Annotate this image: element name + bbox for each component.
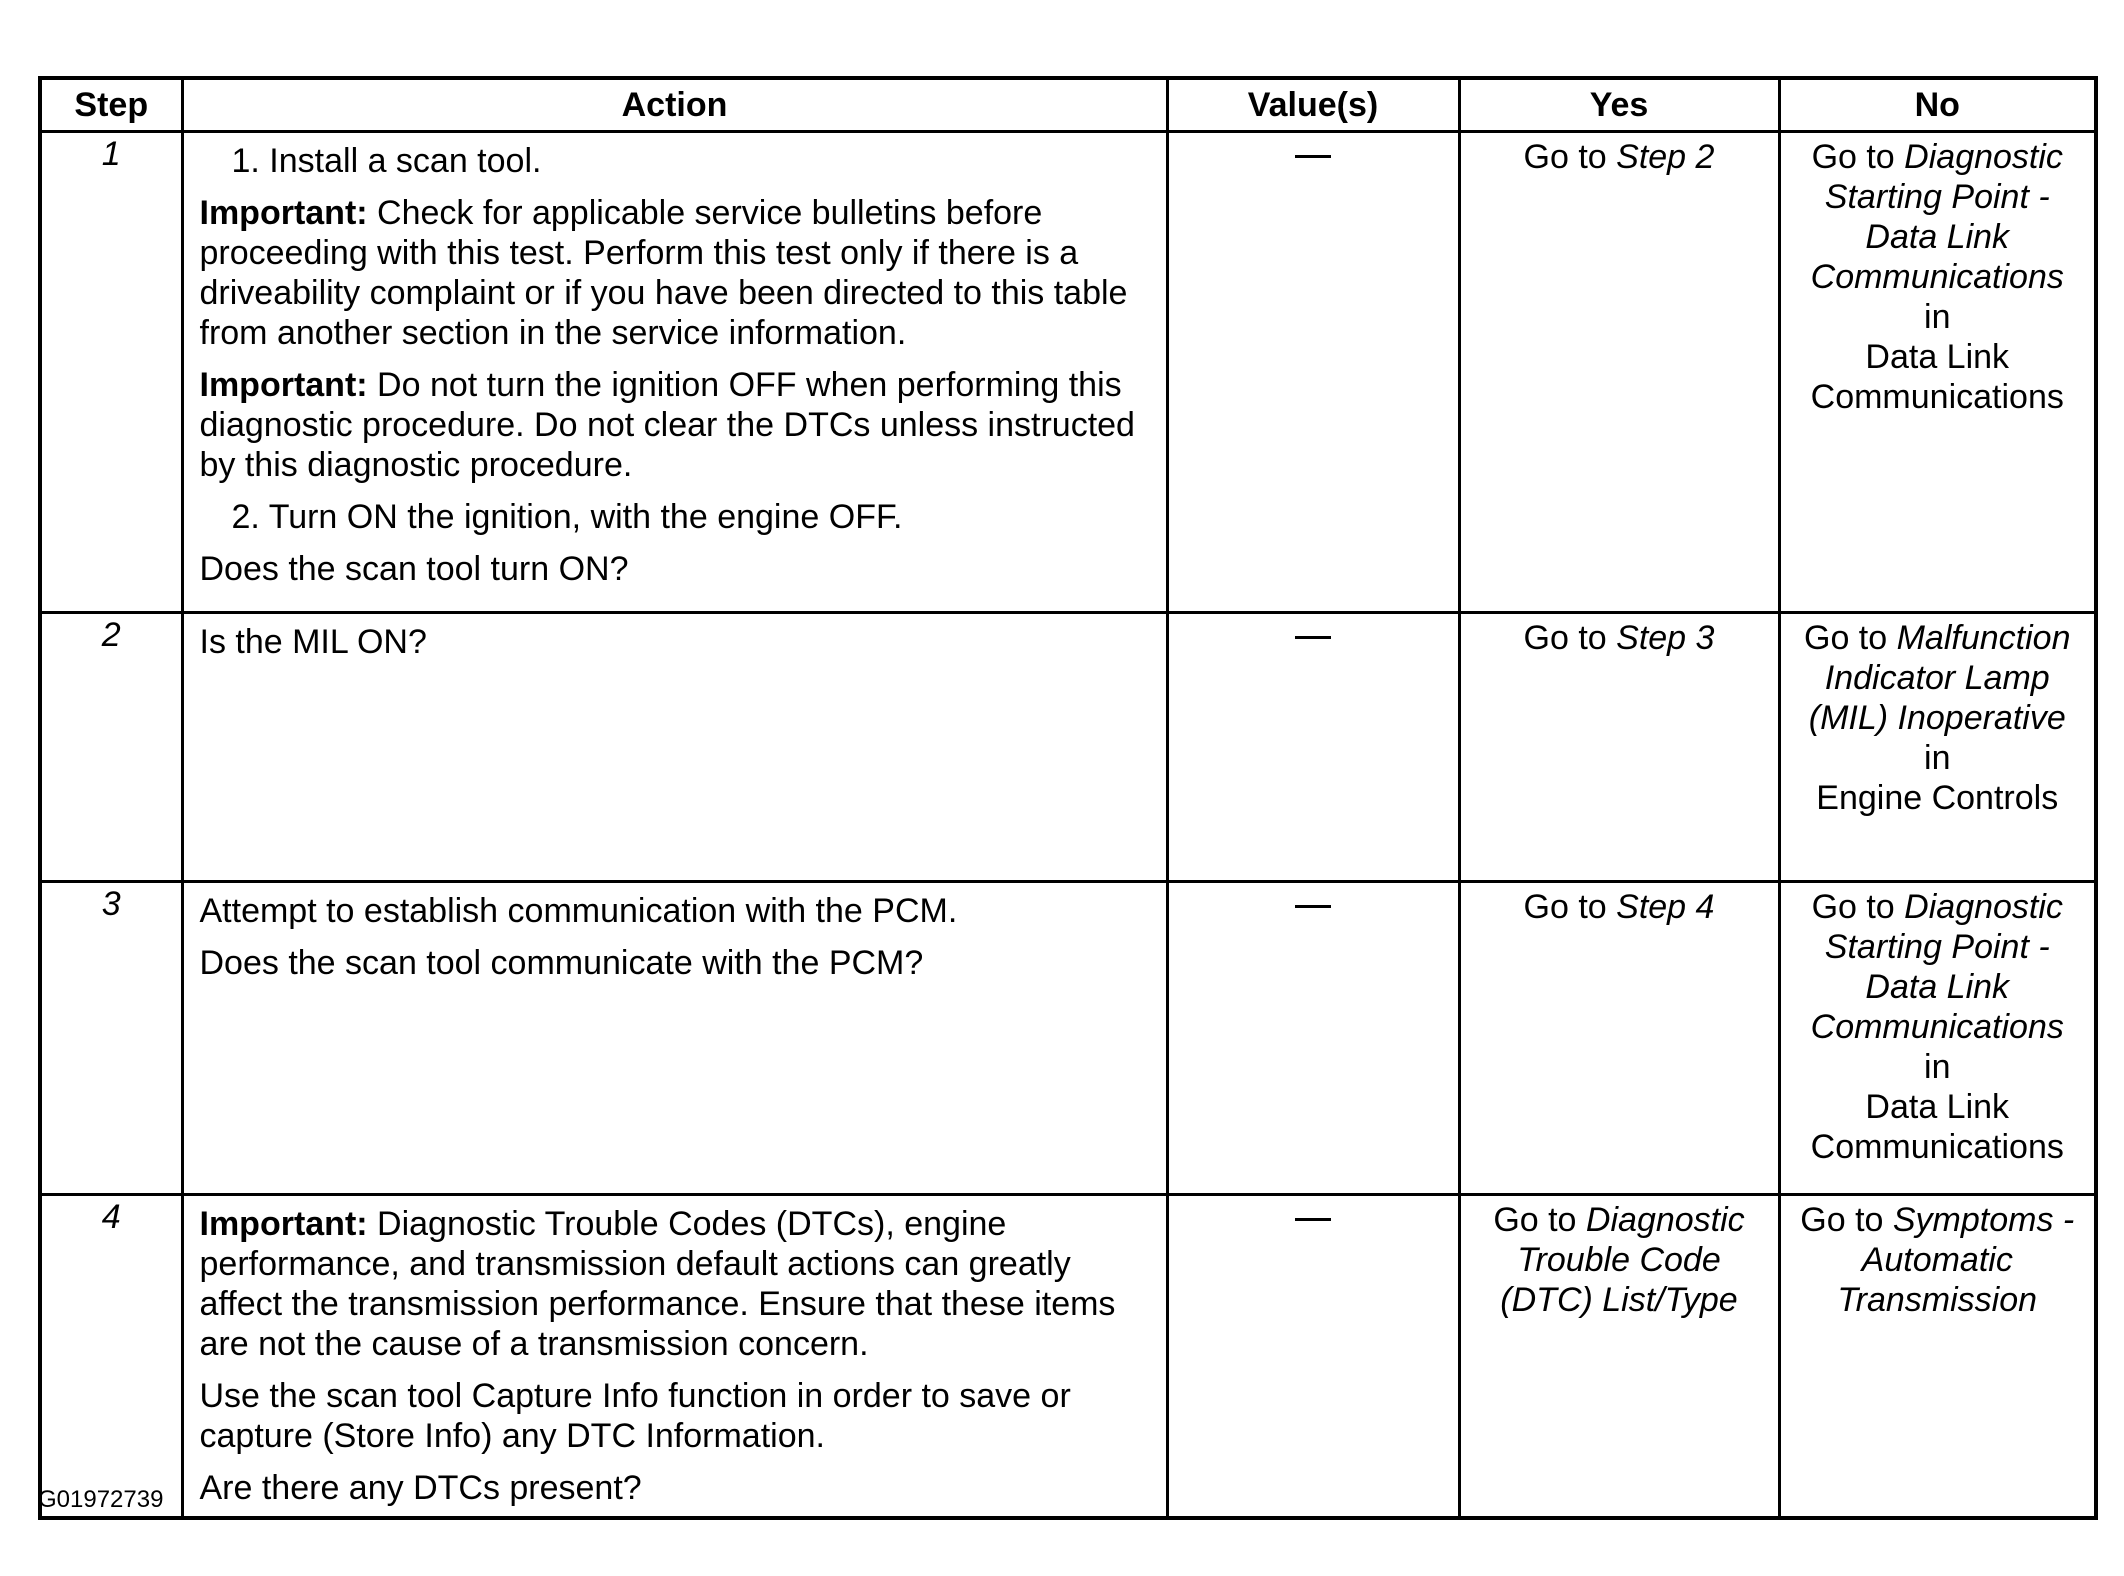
step-number: 1 xyxy=(40,132,182,613)
numbered-instruction: 1. Install a scan tool. xyxy=(231,142,542,180)
no-cell xyxy=(1779,882,2096,1195)
value-cell xyxy=(1167,613,1459,882)
goto-prefix: Go to xyxy=(1493,1201,1586,1239)
important-note xyxy=(200,365,1150,485)
dash-mark xyxy=(1295,636,1331,639)
action-question: Are there any DTCs present? xyxy=(199,1469,642,1507)
numbered-instruction: 2. Turn ON the ignition, with the engine OFF. xyxy=(231,498,903,536)
dash-mark xyxy=(1295,1218,1331,1221)
yes-cell xyxy=(1459,882,1779,1195)
important-label: Important: xyxy=(199,1205,368,1243)
section-name: Data Link Communications xyxy=(1810,338,2064,416)
action-instruction: Attempt to establish communication with the PCM. xyxy=(199,892,958,930)
goto-prefix: Go to xyxy=(1811,138,1905,176)
yes-cell xyxy=(1459,613,1779,882)
important-label: Important: xyxy=(199,194,368,232)
goto-prefix: Go to xyxy=(1804,619,1897,657)
no-cell xyxy=(1779,132,2096,613)
yes-cell xyxy=(1459,132,1779,613)
action-cell xyxy=(182,882,1167,1195)
goto-prefix: Go to xyxy=(1811,888,1905,926)
no-cell xyxy=(1779,1195,2096,1519)
yes-link[interactable]: Step 4 xyxy=(1616,888,1715,926)
in-word: in xyxy=(1924,1048,1951,1086)
action-question: Does the scan tool turn ON? xyxy=(199,550,629,588)
table-row xyxy=(40,882,2096,1195)
no-link[interactable]: Symptoms - Automatic Transmission xyxy=(1837,1201,2075,1319)
dash-mark xyxy=(1295,155,1331,158)
goto-prefix: Go to xyxy=(1523,138,1617,176)
yes-link[interactable]: Step 3 xyxy=(1616,619,1715,657)
table-row xyxy=(40,132,2096,613)
section-name: Data Link Communications xyxy=(1810,1088,2064,1166)
section-name: Engine Controls xyxy=(1816,779,2059,817)
table-row xyxy=(40,1195,2096,1519)
no-link[interactable]: Malfunction Indicator Lamp (MIL) Inoperative xyxy=(1808,619,2071,737)
header-step: Step xyxy=(40,78,182,132)
no-cell xyxy=(1779,613,2096,882)
action-question: Is the MIL ON? xyxy=(199,623,427,661)
dash-mark xyxy=(1295,905,1331,908)
important-label: Important: xyxy=(199,366,368,404)
header-action: Action xyxy=(182,78,1167,132)
important-note xyxy=(200,193,1150,353)
in-word: in xyxy=(1924,298,1951,336)
action-cell xyxy=(182,1195,1167,1519)
yes-link[interactable]: Step 2 xyxy=(1616,138,1715,176)
important-text: Check for applicable service bulletins before proceeding with this test. Perform this test only if there is a driveability complaint or if you have been directed to this table from another section in the service information. xyxy=(199,194,1128,352)
step-number: 4 xyxy=(40,1195,182,1519)
table-row xyxy=(40,613,2096,882)
goto-prefix: Go to xyxy=(1523,619,1617,657)
diagnostic-table-container xyxy=(38,76,2094,1520)
step-number: 3 xyxy=(40,882,182,1195)
action-cell xyxy=(182,132,1167,613)
goto-prefix: Go to xyxy=(1800,1201,1893,1239)
header-values: Value(s) xyxy=(1167,78,1459,132)
action-instruction: Use the scan tool Capture Info function in order to save or capture (Store Info) any DTC Information. xyxy=(199,1377,1071,1455)
action-cell xyxy=(182,613,1167,882)
no-link[interactable]: Diagnostic Starting Point - Data Link Communications xyxy=(1810,888,2064,1046)
action-question: Does the scan tool communicate with the PCM? xyxy=(199,944,924,982)
value-cell xyxy=(1167,882,1459,1195)
yes-cell xyxy=(1459,1195,1779,1519)
figure-id: G01972739 xyxy=(38,1486,164,1513)
important-text: Diagnostic Trouble Codes (DTCs), engine performance, and transmission default actions can greatly affect the transmission performance. Ensure that these items are not the cause of a transmission concern. xyxy=(199,1205,1116,1363)
diagnostic-table xyxy=(38,76,2098,1520)
step-number: 2 xyxy=(40,613,182,882)
goto-prefix: Go to xyxy=(1523,888,1617,926)
header-no: No xyxy=(1779,78,2096,132)
no-link[interactable]: Diagnostic Starting Point - Data Link Communications xyxy=(1810,138,2064,296)
in-word: in xyxy=(1924,739,1951,777)
important-text: Do not turn the ignition OFF when performing this diagnostic procedure. Do not clear the DTCs unless instructed by this diagnostic procedure. xyxy=(199,366,1135,484)
important-note xyxy=(200,1204,1150,1364)
yes-link[interactable]: Diagnostic Trouble Code (DTC) List/Type xyxy=(1500,1201,1745,1319)
header-row xyxy=(40,78,2096,132)
value-cell xyxy=(1167,1195,1459,1519)
value-cell xyxy=(1167,132,1459,613)
header-yes: Yes xyxy=(1459,78,1779,132)
